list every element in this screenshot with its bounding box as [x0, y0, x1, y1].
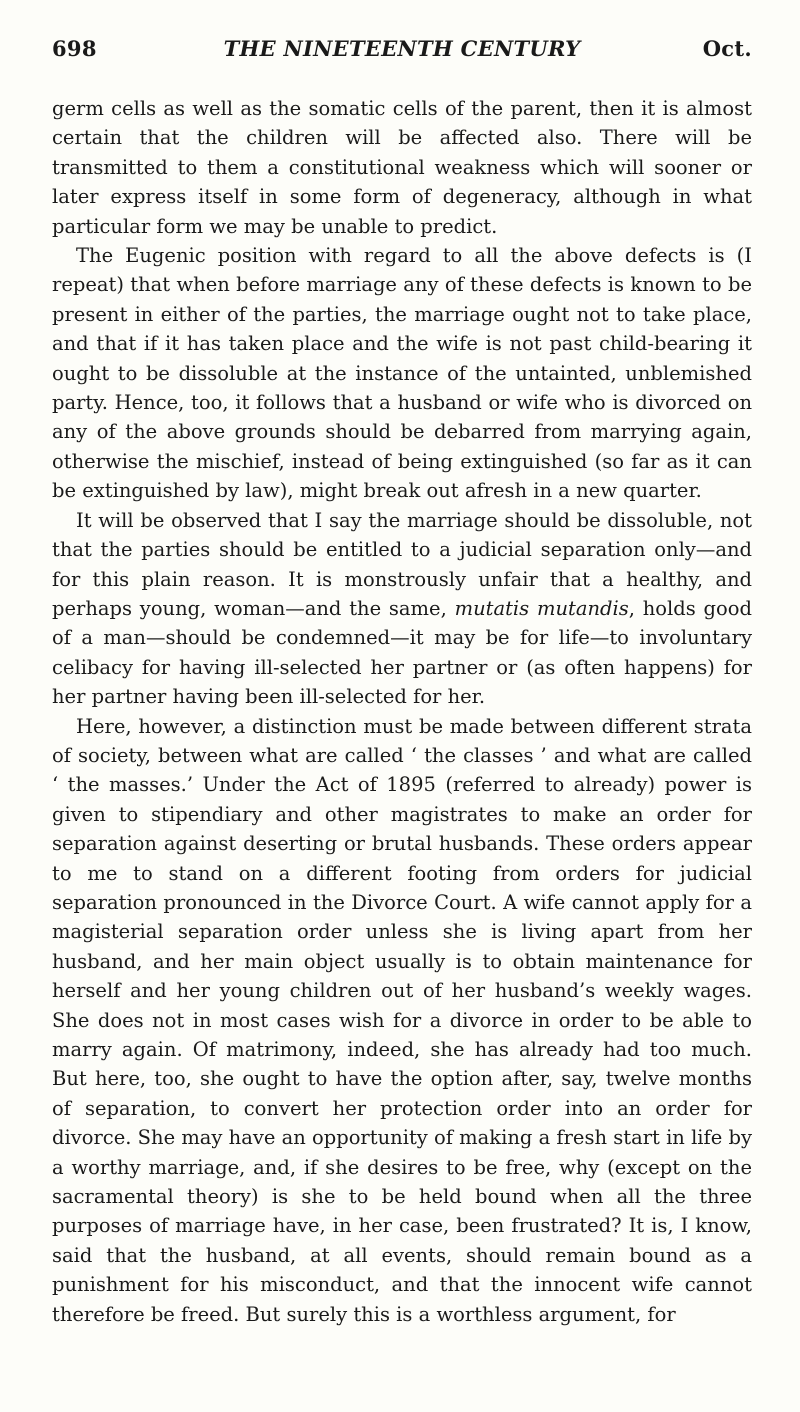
italic-phrase: mutatis mutandis — [454, 596, 629, 620]
paragraph-text: , holds good of a man—should be condemned—it may be for life—to involuntary celibacy for having ill-selected her partner or (as often happens) for her partner having been ill-selected for her. — [52, 596, 753, 709]
page-number: 698 — [52, 36, 97, 61]
paragraph: The Eugenic position with regard to all the above defects is (I repeat) that when before marriage any of these defects is known to be present in either of the parties, the marriage ought not to take place, and that if it has taken place and the wife is not past child-bearing it ought to be dissoluble at the instance of the untainted, unblemished party. Hence, too, it follows that a husband or wife who is divorced on any of the above grounds should be debarred from marrying again, otherwise the mischief, instead of being extinguished (so far as it can be extinguished by law), might break out afresh in a new quarter. — [52, 244, 752, 503]
paragraph-text: It will be observed that I say the marriage should be dissoluble, not that the parties should be entitled to a judicial separation only—and for this plain reason. It is monstrously unfair that a healthy, and perhaps young, woman—and the same, — [52, 508, 752, 620]
issue-month: Oct. — [702, 36, 752, 61]
book-page — [52, 30, 752, 1329]
running-head — [52, 30, 752, 70]
paragraph: Here, however, a distinction must be made between different strata of society, between what are called ‘ the classes ’ and what are called ‘ the masses.’ Under the Act of 1895 (referred to already) power is given to stipendiary and other magistrates to make an order for separation against deserting or brutal husbands. These orders appear to me to stand on a different footing from orders for judicial separation pronounced in the Divorce Court. A wife cannot apply for a magisterial separation order unless she is living apart from her husband, and her main object usually is to obtain maintenance for herself and her young children out of her husband’s weekly wages. She does not in most cases wish for a divorce in order to be able to marry again. Of matrimony, indeed, she has already had too much. But here, too, she ought to have the option after, say, twelve months of separation, to convert her protection order into an order for divorce. She may have an opportunity of making a fresh start in life by a worthy marriage, and, if she desires to be free, why (except on the sacramental theory) is she to be held bound when all the three purposes of marriage have, in her case, been frustrated? It is, I know, said that the husband, at all events, should remain bound as a punishment for his misconduct, and that the innocent wife cannot therefore be freed. But surely this is a worthless argument, for — [52, 714, 752, 1326]
paragraph: germ cells as well as the somatic cells of the parent, then it is almost certain that the children will be affected also. There will be transmitted to them a constitutional weakness which will sooner or later express itself in some form of degeneracy, although in what particular form we may be unable to predict. — [52, 97, 752, 238]
journal-title: THE NINETEENTH CENTURY — [223, 36, 581, 61]
article-body — [52, 94, 752, 1329]
paragraph — [52, 506, 752, 712]
